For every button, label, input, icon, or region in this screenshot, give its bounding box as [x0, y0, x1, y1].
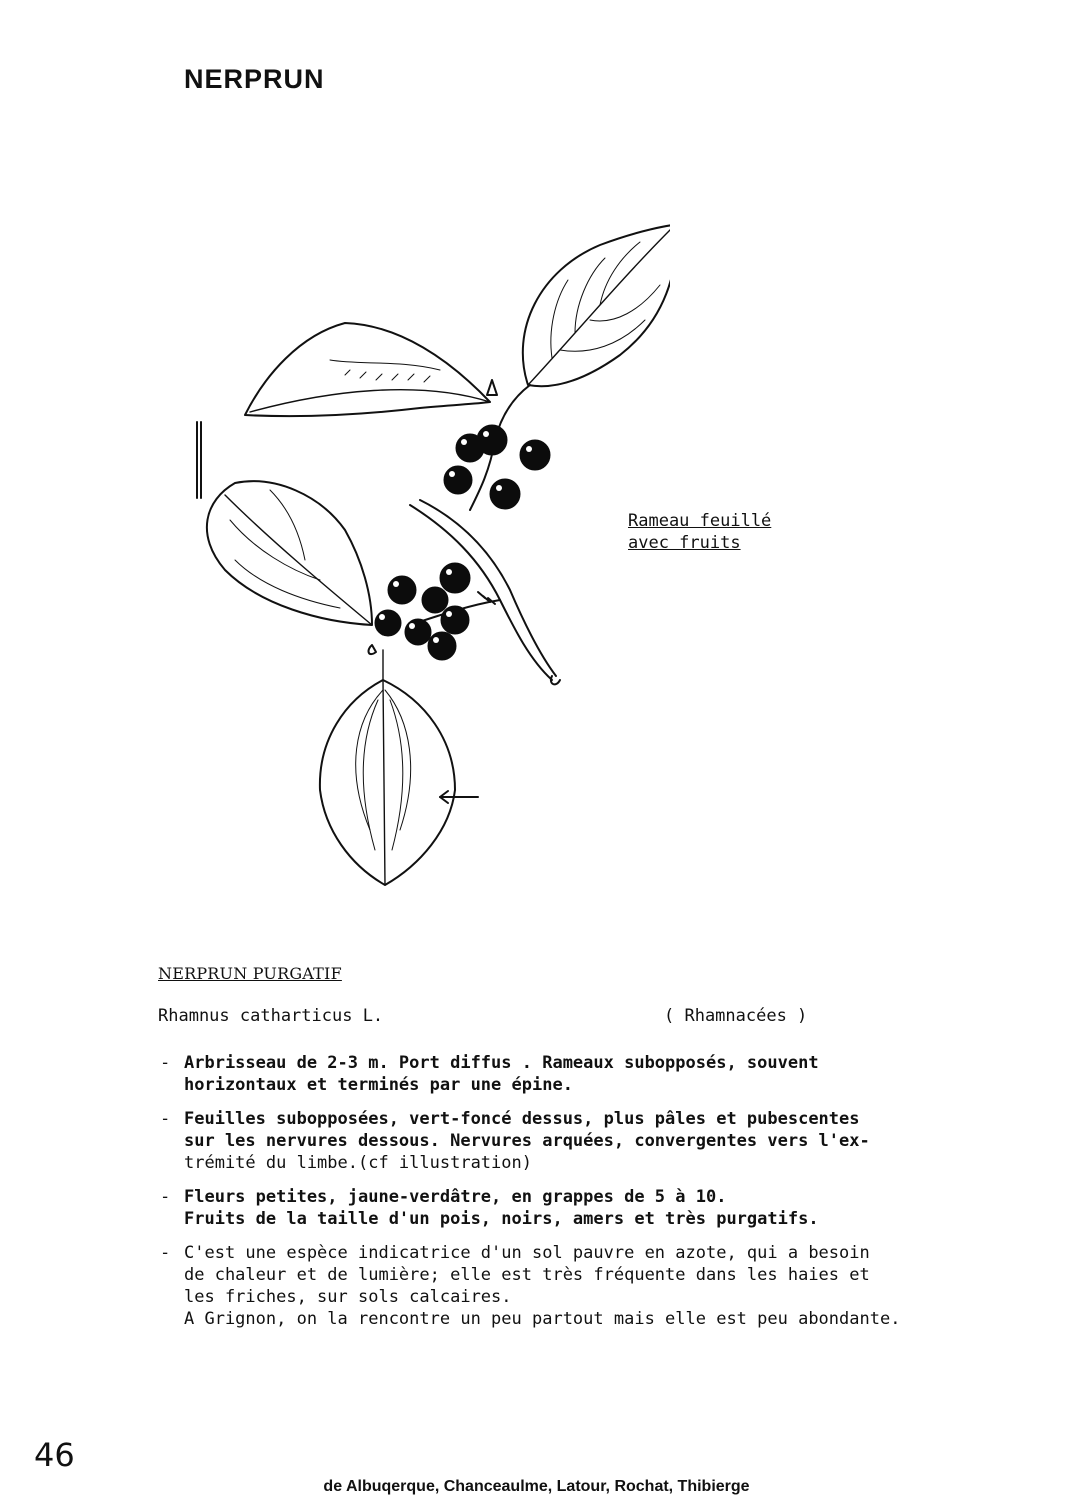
description-line: Fleurs petites, jaune-verdâtre, en grappes de 5 à 10.	[184, 1187, 727, 1207]
bullet-dash: -	[160, 1243, 171, 1263]
caption-line: avec fruits	[628, 533, 741, 553]
leaf-top-left	[245, 323, 490, 416]
bullet-dash: -	[160, 1187, 171, 1207]
family-name: ( Rhamnacées )	[664, 1006, 808, 1026]
description-item	[160, 1242, 1000, 1330]
page-title: NERPRUN	[184, 64, 325, 94]
leaf-top-right	[523, 225, 670, 386]
authors-footer: de Albuqerque, Chanceaulme, Latour, Rochat, Thibierge	[323, 1478, 750, 1495]
description-line: de chaleur et de lumière; elle est très fréquente dans les haies et	[184, 1265, 870, 1285]
berry-cluster-top	[444, 425, 550, 509]
figure-caption	[628, 510, 771, 554]
vein-pointer-arrow	[440, 791, 478, 803]
description-line: sur les nervures dessous. Nervures arquées, convergentes vers l'ex-	[184, 1131, 870, 1151]
description-item	[160, 1186, 1000, 1230]
description-line: A Grignon, on la rencontre un peu partout mais elle est peu abondante.	[184, 1309, 901, 1329]
description-line: Fruits de la taille d'un pois, noirs, amers et très purgatifs.	[184, 1209, 819, 1229]
caption-line: Rameau feuillé	[628, 511, 772, 531]
description-line: horizontaux et terminés par une épine.	[184, 1075, 573, 1095]
description-item	[160, 1052, 1000, 1096]
berry-cluster-bottom	[375, 563, 470, 660]
description-line: trémité du limbe.(cf illustration)	[184, 1153, 532, 1173]
leaf-bottom	[320, 650, 455, 885]
page-number: 46	[34, 1436, 75, 1474]
description-line: les friches, sur sols calcaires.	[184, 1287, 512, 1307]
bullet-dash: -	[160, 1109, 171, 1129]
description-line: C'est une espèce indicatrice d'un sol pauvre en azote, qui a besoin	[184, 1243, 870, 1263]
description-list	[160, 1052, 1000, 1342]
latin-name: Rhamnus catharticus L.	[158, 1006, 384, 1026]
scale-bar	[197, 422, 201, 498]
description-item	[160, 1108, 1000, 1174]
species-heading: NERPRUN PURGATIF	[158, 964, 342, 983]
description-line: Feuilles subopposées, vert-foncé dessus, plus pâles et pubescentes	[184, 1109, 860, 1129]
leaf-middle-left	[207, 481, 372, 625]
buckthorn-branch-illustration	[150, 210, 670, 910]
bullet-dash: -	[160, 1053, 171, 1073]
description-line: Arbrisseau de 2-3 m. Port diffus . Rameaux subopposés, souvent	[184, 1053, 819, 1073]
